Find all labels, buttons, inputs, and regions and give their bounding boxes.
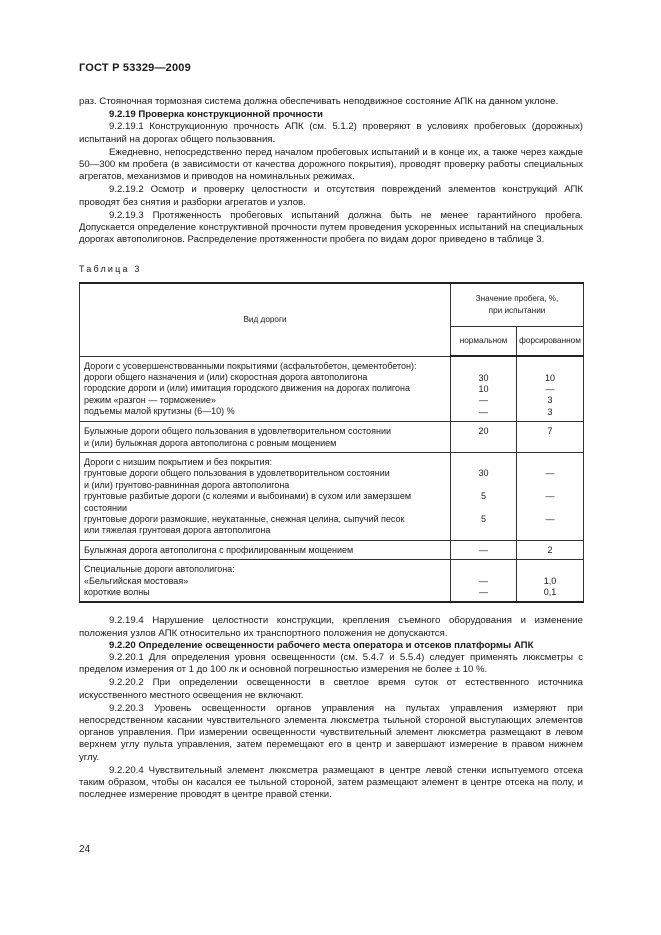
column-header-label: при испытании bbox=[488, 305, 546, 315]
normal-value-cell bbox=[451, 452, 517, 540]
value-line: 3 bbox=[547, 395, 553, 406]
value-line: 1,0 bbox=[543, 575, 557, 586]
table-caption: Таблица 3 bbox=[79, 264, 142, 275]
value-line bbox=[517, 480, 583, 491]
paragraph: 9.2.19.2 Осмотр и проверку целостности и отсутствия повреждений элементов конструкций АПК проводят без снятия и разборки агрегатов и узлов. bbox=[79, 184, 583, 208]
value-line bbox=[517, 457, 583, 468]
value-line bbox=[517, 503, 583, 514]
road-type-line: Булыжная дорога автополигона с профилированным мощением bbox=[84, 544, 354, 555]
paragraph: 9.2.20.1 Для определения уровня освещенности (см. 5.4.7 и 5.5.4) следует применять люксметры с пределом измерения от 1 до 100 лк и основной погрешностью измерения не более ± 10 %. bbox=[79, 652, 583, 676]
road-type-cell bbox=[80, 356, 451, 422]
column-header-label: Вид дороги bbox=[243, 314, 287, 324]
value-line: — bbox=[479, 575, 488, 586]
paragraph: 9.2.20.4 Чувствительный элемент люксметра размещают в центре левой стенки испытуемого отсека таким образом, чтобы он касался ее тыльной стороной, затем размещают элемент в центре отсека на полу, и последнее измерение проводят в центре правой стенки. bbox=[79, 764, 583, 801]
road-type-line: грунтовые разбитые дороги (с колеями и выбоинами) в сухом или замерзшем bbox=[84, 491, 412, 502]
section-heading: 9.2.20 Определение освещенности рабочего места оператора и отсеков платформы АПК bbox=[109, 639, 534, 651]
value-line: 5 bbox=[480, 491, 486, 502]
normal-value-cell bbox=[451, 540, 517, 559]
normal-value-cell bbox=[451, 560, 517, 603]
road-type-cell bbox=[80, 452, 451, 540]
value-line: — bbox=[545, 514, 555, 525]
value-line: 10 bbox=[478, 383, 489, 394]
value-line bbox=[451, 525, 516, 536]
value-line: 3 bbox=[547, 406, 553, 417]
table-row bbox=[80, 560, 584, 603]
paragraph: 9.2.19.3 Протяженность пробеговых испытаний должна быть не менее гарантийного пробега. Допускается определение конструктивной прочности путем проведения ускоренных испытаний на специальных дорогах автополигонов. Распределение протяженности пробега по видам дорог приведено в таблице 3. bbox=[79, 209, 583, 246]
road-type-line: короткие волны bbox=[84, 587, 150, 598]
forced-value-cell bbox=[517, 422, 584, 453]
section-heading: 9.2.19 Проверка конструкционной прочности bbox=[109, 109, 323, 121]
column-header-forced: форсированном bbox=[517, 326, 584, 356]
paragraph: 9.2.19.1 Конструкционную прочность АПК (см. 5.1.2) проверяют в условиях пробеговых (дорожных) испытаний на дорогах общего пользования. bbox=[79, 121, 583, 145]
road-type-line: и (или) грунтово-равнинная дорога автополигона bbox=[84, 479, 290, 490]
value-line: 7 bbox=[547, 426, 553, 437]
value-line bbox=[517, 564, 583, 575]
table-row bbox=[80, 452, 584, 540]
road-type-line: Дороги с низшим покрытием и без покрытия: bbox=[84, 456, 273, 467]
value-line bbox=[451, 564, 516, 575]
value-line bbox=[451, 503, 516, 514]
forced-value-cell bbox=[517, 560, 584, 603]
road-type-line: городские дороги и (или) имитация городского движения на дорогах полигона bbox=[84, 383, 410, 394]
value-line: — bbox=[545, 468, 555, 479]
value-line: — bbox=[479, 395, 488, 406]
value-line bbox=[517, 438, 583, 449]
value-line bbox=[451, 457, 516, 468]
value-line: — bbox=[479, 587, 488, 598]
road-type-line: Специальные дороги автополигона: bbox=[84, 564, 235, 575]
road-type-line: или тяжелая грунтовая дорога автополигона bbox=[84, 525, 271, 536]
road-type-line: состоянии bbox=[84, 502, 128, 513]
table-row bbox=[80, 356, 584, 422]
value-line bbox=[517, 361, 583, 372]
value-line: 20 bbox=[478, 426, 489, 437]
forced-value-cell bbox=[517, 452, 584, 540]
value-line: — bbox=[479, 544, 488, 555]
mileage-table bbox=[79, 282, 584, 604]
forced-value-cell bbox=[517, 356, 584, 422]
table-row bbox=[80, 422, 584, 453]
table-row bbox=[80, 540, 584, 559]
paragraph: 9.2.20.2 При определении освещенности в светлое время суток от естественного источника искусственного местного освещения не включают. bbox=[79, 677, 583, 701]
road-type-line: Дороги с усовершенствованными покрытиями (асфальтобетон, цементобетон): bbox=[84, 360, 417, 371]
value-line: 10 bbox=[544, 372, 555, 383]
road-type-cell bbox=[80, 560, 451, 603]
column-header-road-type bbox=[80, 283, 451, 357]
value-line: — bbox=[479, 406, 488, 417]
paragraph: 9.2.20.3 Уровень освещенности органов управления на пультах управления измеряют при непосредственном касании чувствительного элемента люксметра тыльной стороной выступающих элементов органов управления. При измерении освещенности чувствительный элемент люксметра размещают в левом верхнем углу пульта управления, затем перемещают его в центр и завершают измерение в правом нижнем углу. bbox=[79, 702, 583, 763]
normal-value-cell bbox=[451, 356, 517, 422]
value-line: 5 bbox=[480, 514, 486, 525]
value-line bbox=[451, 480, 516, 491]
paragraph: раз. Стояночная тормозная система должна обеспечивать неподвижное состояние АПК на данном уклоне. bbox=[79, 96, 559, 107]
road-type-line: Булыжные дороги общего пользования в удовлетворительном состоянии bbox=[84, 426, 392, 437]
document-header: ГОСТ Р 53329—2009 bbox=[79, 62, 191, 74]
value-line: 30 bbox=[478, 468, 489, 479]
road-type-line: «Бельгийская мостовая» bbox=[84, 575, 189, 586]
road-type-line: грунтовые дороги размокшие, неукатанные, снежная целина, сыпучий песок bbox=[84, 514, 405, 525]
road-type-line: подъемы малой крутизны (6—10) % bbox=[84, 406, 235, 417]
road-type-line: режим «разгон — торможение» bbox=[84, 394, 216, 405]
column-header-value bbox=[451, 283, 584, 327]
column-header-normal: нормальном bbox=[451, 326, 517, 356]
value-line: 0,1 bbox=[543, 587, 557, 598]
road-type-cell bbox=[80, 540, 451, 559]
road-type-line: и (или) булыжная дорога автополигона с ровным мощением bbox=[84, 437, 337, 448]
road-type-line: дороги общего назначения и (или) скоростная дорога автополигона bbox=[84, 372, 368, 383]
value-line bbox=[451, 438, 516, 449]
page-content bbox=[79, 96, 583, 802]
paragraph: Ежедневно, непосредственно перед началом пробеговых испытаний и в конце их, а также через каждые 50—300 км пробега (в зависимости от качества дорожного покрытия), проводят проверку работы специальных агрегатов, механизмов и приводов на номинальных режимах. bbox=[79, 146, 583, 183]
value-line: — bbox=[545, 383, 555, 394]
road-type-cell bbox=[80, 422, 451, 453]
value-line bbox=[517, 525, 583, 536]
road-type-line: грунтовые дороги общего пользования в удовлетворительном состоянии bbox=[84, 468, 390, 479]
value-line: — bbox=[545, 491, 555, 502]
value-line: 30 bbox=[478, 372, 489, 383]
normal-value-cell bbox=[451, 422, 517, 453]
forced-value-cell bbox=[517, 540, 584, 559]
value-line: 2 bbox=[547, 544, 553, 555]
paragraph: 9.2.19.4 Нарушение целостности конструкции, крепления съемного оборудования и изменение положения узлов АПК относительно их транспортного положения не допускаются. bbox=[79, 615, 583, 639]
column-header-label: Значение пробега, %, bbox=[475, 294, 559, 304]
page-number: 24 bbox=[79, 844, 91, 855]
value-line bbox=[451, 361, 516, 372]
